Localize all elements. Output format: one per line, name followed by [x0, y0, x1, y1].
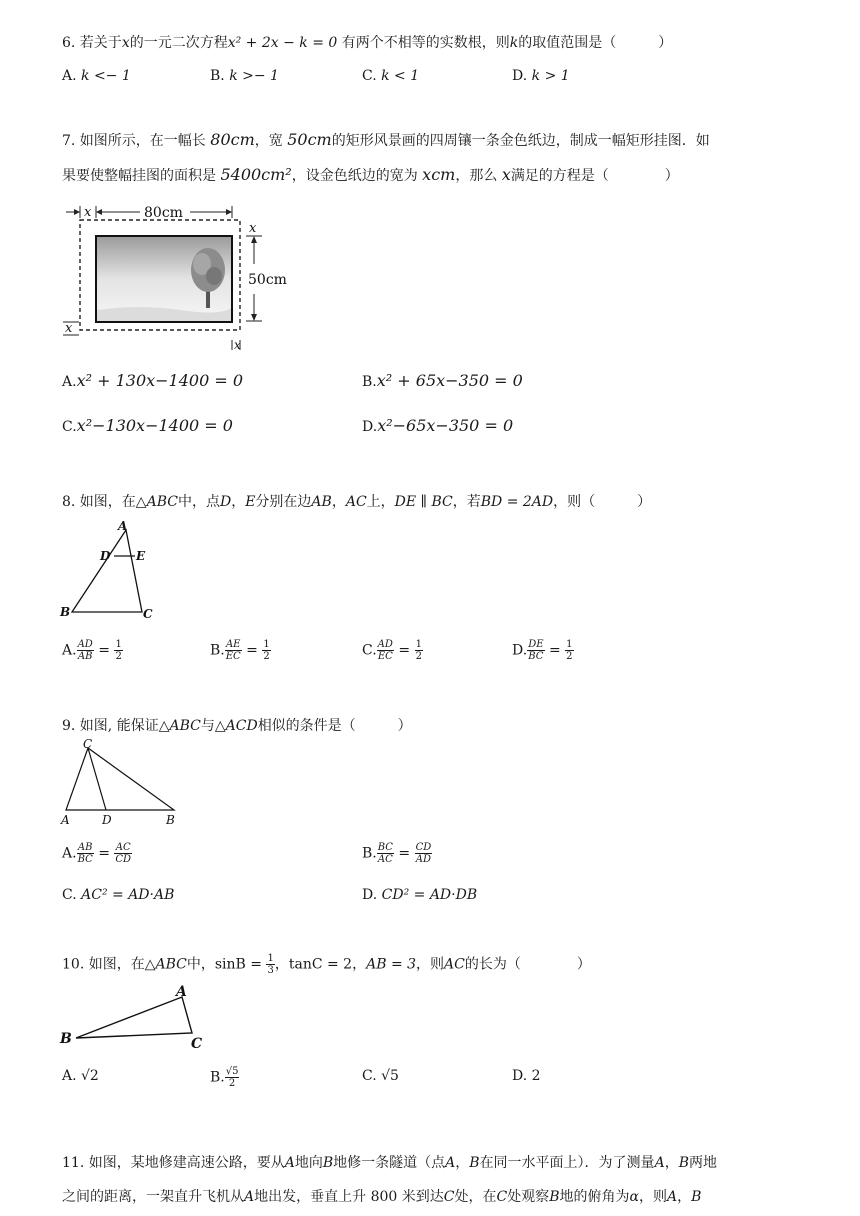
q7-fig-x-left: x: [65, 321, 73, 336]
q7-length: 80cm: [210, 130, 255, 149]
svg-text:A: A: [176, 984, 187, 1000]
q7-fig-50cm: 50cm: [248, 272, 287, 288]
svg-text:A: A: [61, 813, 70, 826]
q7-width: 50cm: [287, 130, 332, 149]
q9-figure: [58, 736, 183, 826]
q8-stem: 8. 如图，在△ABC中，点D，E分别在边AB，AC上，DE ∥ BC，若BD = 2AD，则（ ）: [62, 494, 652, 510]
q11-stem-line2: 之间的距离，一架直升飞机从A地出发，垂直上升 800 米到达C处，在C处观察B地的俯角为α，则A，B: [62, 1189, 702, 1205]
q7-option-b[interactable]: B.x² + 65x−350 = 0: [362, 371, 523, 390]
q7-stem-line2: 果要使整幅挂图的面积是 5400cm²，设金色纸边的宽为 xcm，那么 x满足的方程是（ ）: [62, 165, 679, 184]
q6-option-d[interactable]: D. k > 1: [512, 68, 570, 84]
q6-stem-text4: 的取值范围是（ ）: [518, 35, 673, 51]
q7-area: 5400cm²: [220, 165, 292, 184]
svg-text:B: B: [60, 1031, 72, 1047]
q9-option-b[interactable]: B. $\frac{BC}{AC}$ = $\frac{CD}{AD}$: [362, 842, 432, 865]
q7-option-d[interactable]: D.x²−65x−350 = 0: [362, 416, 514, 435]
q6-stem-text: 6. 若关于: [62, 35, 122, 51]
q7-stem-line1: 7. 如图所示，在一幅长 80cm，宽 50cm的矩形风景画的四周镶一条金色纸边，制成一幅矩形挂图．如: [62, 130, 710, 149]
svg-text:D: D: [100, 549, 111, 563]
q9-option-c[interactable]: C. AC² = AD·AB: [62, 887, 175, 903]
q7-fig-x-right: x: [249, 221, 257, 236]
q8-option-d[interactable]: D. $\frac{DE}{BC}$ = $\frac{1}{2}$: [512, 639, 573, 662]
svg-text:C: C: [191, 1036, 203, 1052]
q7-width-var: xcm: [422, 165, 456, 184]
q10-option-c[interactable]: C. √5: [362, 1068, 399, 1084]
svg-text:C: C: [143, 607, 153, 621]
q8-figure: [58, 518, 163, 623]
q6-stem-text2: 的一元二次方程: [129, 35, 228, 51]
q6-var-k: k: [509, 35, 519, 51]
q8-option-a[interactable]: A. $\frac{AD}{AB}$ = $\frac{1}{2}$: [62, 639, 122, 662]
q7-fig-80cm: 80cm: [144, 205, 183, 221]
q7-option-c[interactable]: C.x²−130x−1400 = 0: [62, 416, 233, 435]
q10-figure: [58, 982, 208, 1052]
q10-option-d[interactable]: D. 2: [512, 1068, 541, 1084]
q8-option-b[interactable]: B. $\frac{AE}{EC}$ = $\frac{1}{2}$: [210, 639, 270, 662]
q6-var-x: x: [121, 35, 130, 51]
q10-option-b[interactable]: B. $\frac{√5}{2}$: [210, 1066, 239, 1089]
q7-figure: [60, 200, 305, 355]
q8-option-c[interactable]: C. $\frac{AD}{EC}$ = $\frac{1}{2}$: [362, 639, 422, 662]
q10-option-a[interactable]: A. √2: [62, 1068, 99, 1084]
q7-x-var: x: [501, 165, 511, 184]
q7-fig-x-top: x: [84, 205, 92, 220]
q6-equation: x² + 2x − k = 0: [227, 35, 338, 51]
svg-text:C: C: [83, 737, 93, 751]
q6-stem-text3: 有两个不相等的实数根，则: [337, 35, 510, 51]
q9-stem: 9. 如图, 能保证△ABC与△ACD相似的条件是（ ）: [62, 718, 412, 734]
svg-text:B: B: [60, 605, 71, 619]
svg-text:D: D: [102, 813, 112, 826]
q9-option-a[interactable]: A. $\frac{AB}{BC}$ = $\frac{AC}{CD}$: [62, 842, 132, 865]
q7-fig-x-bottom: x: [234, 338, 241, 352]
q7-option-a[interactable]: A.x² + 130x−1400 = 0: [62, 371, 244, 390]
q9-option-d[interactable]: D. CD² = AD·DB: [362, 887, 478, 903]
svg-text:E: E: [136, 549, 146, 563]
q6-option-c[interactable]: C. k < 1: [362, 68, 420, 84]
q11-stem-line1: 11. 如图，某地修建高速公路，要从A地向B地修一条隧道（点A，B在同一水平面上）．为了测量A，B两地: [62, 1155, 717, 1171]
q6-option-a[interactable]: A. k <− 1: [62, 68, 131, 84]
q6-stem: [62, 33, 672, 53]
svg-text:A: A: [118, 519, 128, 533]
q10-stem: 10. 如图，在△ABC中，sinB = $\frac{1}{3}$ ，tanC = 2，AB = 3，则AC的长为（ ）: [62, 953, 591, 976]
q6-option-b[interactable]: B. k >− 1: [210, 68, 279, 84]
svg-text:B: B: [166, 813, 175, 826]
